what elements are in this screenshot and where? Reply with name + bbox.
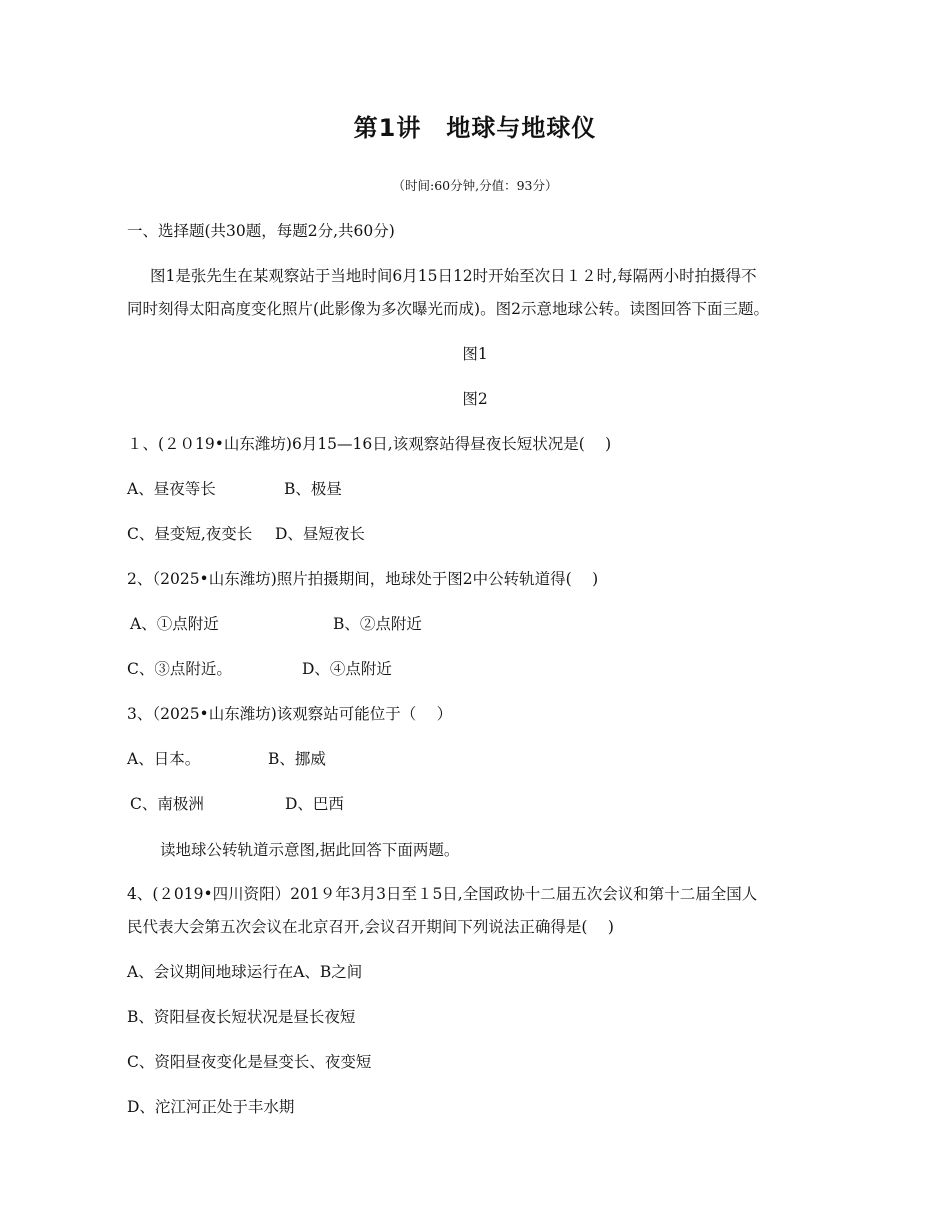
question-4-option-c: C、资阳昼夜变化是昼变长、夜变短 xyxy=(127,1053,372,1071)
question-2-option-a: A、①点附近 xyxy=(130,615,219,633)
intro-paragraph-2: 读地球公转轨道示意图,据此回答下面两题。 xyxy=(160,841,460,859)
question-2-option-c: C、③点附近。 xyxy=(127,660,232,678)
question-2-option-d: D、④点附近 xyxy=(302,660,392,678)
exam-info: （时间:60分钟,分值：93分） xyxy=(392,178,558,193)
question-4-option-d: D、沱江河正处于丰水期 xyxy=(127,1098,295,1116)
question-4-option-b: B、资阳昼夜长短状况是昼长夜短 xyxy=(127,1008,356,1026)
question-1-stem: １、(２０19•山东潍坊)6月15—16日,该观察站得昼夜长短状况是( ) xyxy=(127,435,612,453)
question-1-option-d: D、昼短夜长 xyxy=(275,525,365,543)
question-4-stem-line-1: 4、(２019•四川资阳）201９年3月3日至１5日,全国政协十二届五次会议和第十二届全国人 xyxy=(127,885,758,903)
question-3-option-d: D、巴西 xyxy=(285,795,344,813)
intro-paragraph-line-2: 同时刻得太阳高度变化照片(此影像为多次曝光而成)。图2示意地球公转。读图回答下面三题。 xyxy=(127,300,769,318)
question-1-option-a: A、昼夜等长 xyxy=(127,480,216,498)
question-2-option-b: B、②点附近 xyxy=(333,615,422,633)
question-4-stem-line-2: 民代表大会第五次会议在北京召开,会议召开期间下列说法正确得是( ) xyxy=(127,918,614,936)
question-2-stem: 2、（2025•山东潍坊)照片拍摄期间，地球处于图2中公转轨道得( ) xyxy=(127,570,599,588)
question-4-option-a: A、会议期间地球运行在A、B之间 xyxy=(127,963,363,981)
page-title: 第1讲 地球与地球仪 xyxy=(353,114,597,142)
question-3-option-b: B、挪威 xyxy=(268,750,326,768)
question-3-option-c: C、南极洲 xyxy=(130,795,204,813)
figure-1-caption: 图1 xyxy=(462,345,488,363)
section-heading: 一、选择题(共30题，每题2分,共60分) xyxy=(127,222,395,240)
intro-paragraph-line-1: 图1是张先生在某观察站于当地时间6月15日12时开始至次日１２时,每隔两小时拍摄得不 xyxy=(150,267,757,285)
figure-2-caption: 图2 xyxy=(462,390,488,408)
question-1-option-c: C、昼变短,夜变长 xyxy=(127,525,253,543)
question-1-option-b: B、极昼 xyxy=(284,480,342,498)
question-3-stem: 3、（2025•山东潍坊)该观察站可能位于（ ） xyxy=(127,705,453,723)
question-3-option-a: A、日本。 xyxy=(127,750,201,768)
